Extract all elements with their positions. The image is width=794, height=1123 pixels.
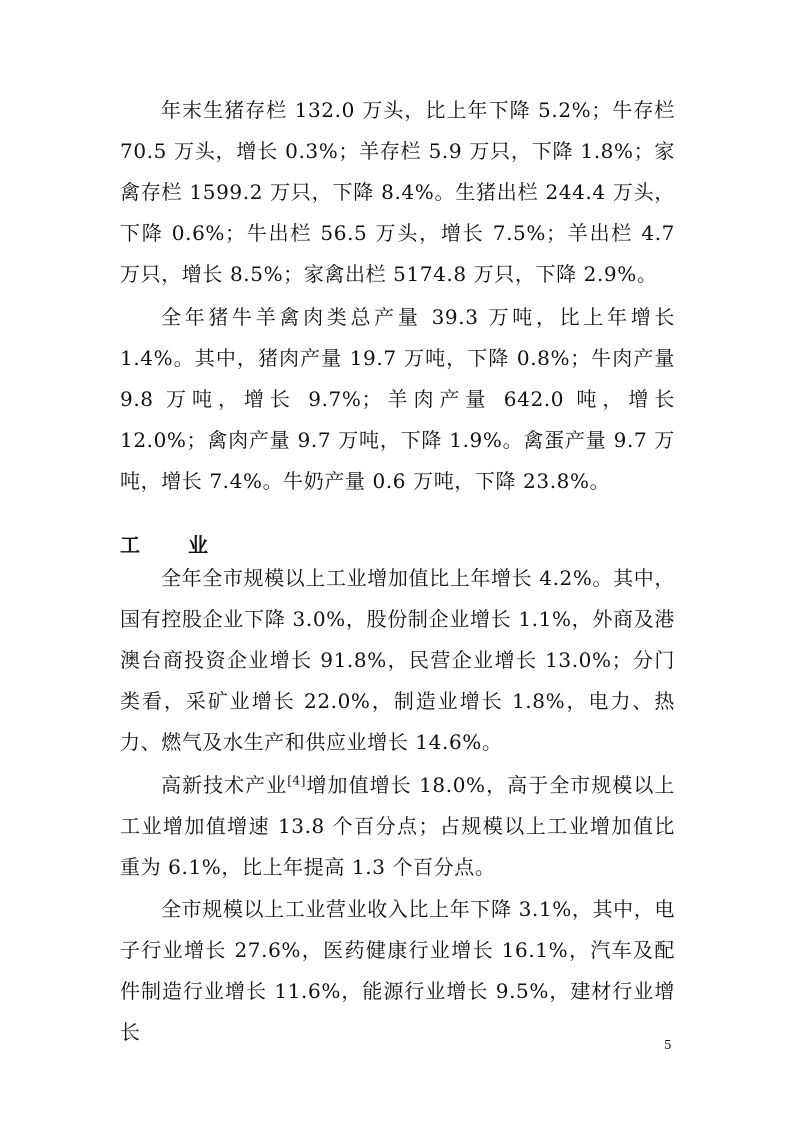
- paragraph-industry-value-added: 全年全市规模以上工业增加值比上年增长 4.2%。其中，国有控股企业下降 3.0%，股份制企业增长 1.1%，外商及港澳台商投资企业增长 91.8%，民营企业增长 13.0%；分门类看，采矿业增长 22.0%，制造业增长 1.8%，电力、热力、燃气及水生产和供应业增长 14.6%。: [120, 566, 675, 754]
- hightech-text-rest: 增加值增长 18.0%，高于全市规模以上工业增加值增速 13.8 个百分点；占规模以上工业增加值比重为 6.1%，比上年提高 1.3 个百分点。: [120, 773, 675, 879]
- page-number: 5: [664, 1038, 672, 1052]
- paragraph-hightech-industry: [120, 765, 675, 888]
- hightech-text-start: 高新技术产业: [161, 773, 288, 797]
- paragraph-industrial-revenue: 全市规模以上工业营业收入比上年下降 3.1%，其中，电子行业增长 27.6%，医药健康行业增长 16.1%，汽车及配件制造行业增长 11.6%，能源行业增长 9.5%，建材行业增长: [120, 897, 675, 1044]
- footnote-reference[interactable]: [4]: [287, 773, 307, 788]
- paragraph-livestock: 年末生猪存栏 132.0 万头，比上年下降 5.2%；牛存栏 70.5 万头，增长 0.3%；羊存栏 5.9 万只，下降 1.8%；家禽存栏 1599.2 万只，下降 8.4%。生猪出栏 244.4 万头，下降 0.6%；牛出栏 56.5 万头，增长 7.5%；羊出栏 4.7 万只，增长 8.5%；家禽出栏 5174.8 万只，下降 2.9%。: [120, 98, 675, 286]
- paragraph-meat-production: 全年猪牛羊禽肉类总产量 39.3 万吨，比上年增长 1.4%。其中，猪肉产量 19.7 万吨，下降 0.8%；牛肉产量 9.8 万吨，增长 9.7%；羊肉产量 642.0 吨，增长 12.0%；禽肉产量 9.7 万吨，下降 1.9%。禽蛋产量 9.7 万吨，增长 7.4%。牛奶产量 0.6 万吨，下降 23.8%。: [120, 305, 675, 493]
- section-heading-industry: 工 业: [120, 533, 222, 557]
